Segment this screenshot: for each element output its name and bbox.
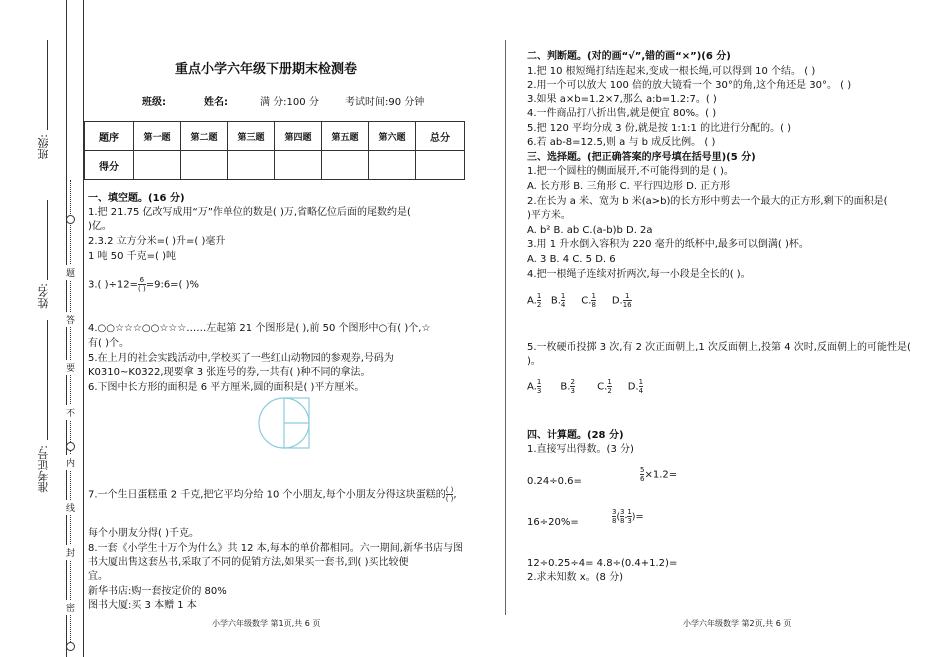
denominator: 2 [607, 387, 612, 395]
numerator: 1 [627, 508, 632, 516]
choice-2-cont: )平方米。 [527, 210, 571, 221]
fraction [607, 378, 611, 395]
table-header-cell: 第一题 [134, 122, 181, 151]
page-footer-left: 小学六年级数学 第1页,共 6 页 [212, 619, 321, 628]
fraction [561, 292, 565, 309]
score-cell[interactable] [181, 151, 228, 180]
judge-1: 1.把 10 根短绳打结连起来,变成一根长绳,可以得到 10 个结。 ( ) [527, 66, 816, 77]
seal-char: 内 [66, 455, 75, 470]
judge-5: 5.把 120 平均分成 3 份,就是按 1:1:1 的比进行分配的。( ) [527, 123, 792, 134]
denominator: 6 [640, 475, 645, 483]
class-label: 班级: [37, 134, 50, 160]
choice-5-cont: )。 [527, 356, 541, 367]
question-1-cont: )亿。 [88, 221, 112, 232]
question-8-cont2: 宜。 [88, 571, 108, 582]
section-1-title: 一、填空题。(16 分) [88, 193, 185, 204]
name-field: 姓名: [204, 97, 228, 108]
table-header-cell: 第三题 [228, 122, 275, 151]
seal-char: 封 [66, 545, 75, 560]
question-7-text: 7.一个生日蛋糕重 2 千克,把它平均分给 10 个小朋友,每个小朋友分得这块蛋糕的 [88, 489, 446, 501]
option-label: B. [560, 381, 571, 393]
denominator: 2 [536, 301, 542, 309]
class-blank [47, 40, 48, 130]
question-7-cont: 每个小朋友分得( )千克。 [88, 528, 199, 539]
question-3 [88, 276, 199, 293]
option-label: A. [527, 295, 537, 307]
choice-1: 1.把一个圆柱的侧面展开,不可能得到的是 ( )。 [527, 166, 734, 177]
question-2: 2.3.2 立方分米=( )升=( )毫升 [88, 236, 226, 247]
numerator: 1 [536, 292, 542, 300]
fraction [138, 276, 146, 293]
question-7: 7.一个生日蛋糕重 2 千克,把它平均分给 10 个小朋友,每个小朋友分得这块蛋糕的 $\frac{( )}{( )}$ , [88, 486, 457, 503]
seal-char: 线 [66, 500, 75, 515]
page-footer-right: 小学六年级数学 第2页,共 6 页 [683, 619, 792, 628]
option-label: D. [627, 381, 639, 393]
numerator: 1 [624, 292, 630, 300]
question-2-cont: 1 吨 50 千克=( )吨 [88, 251, 176, 262]
choice-4: 4.把一根绳子连续对折两次,每一小段是全长的( )。 [527, 269, 751, 280]
choice-1-options: A. 长方形 B. 三角形 C. 平行四边形 D. 正方形 [527, 181, 731, 192]
table-header-cell: 第五题 [322, 122, 369, 151]
choice-2: 2.在长为 a 米、宽为 b 米(a>b)的长方形中剪去一个最大的正方形,剩下的面积是( [527, 196, 888, 207]
calc-d: $\frac{3}{8}$ ( $\frac{3}{8}$ - $\frac{1}{3}$ )= [612, 508, 644, 525]
denominator: 4 [638, 387, 644, 395]
table-header-cell: 第六题 [369, 122, 416, 151]
choice-3: 3.用 1 升水倒入容积为 220 毫升的纸杯中,最多可以倒满( )杯。 [527, 239, 809, 250]
score-cell[interactable] [416, 151, 465, 180]
question-4: 4.○○☆☆☆○○☆☆☆……左起第 21 个图形是( ),前 50 个图形中○有( )个,☆ [88, 323, 431, 334]
calc-b [640, 466, 677, 483]
numerator: 1 [591, 292, 596, 300]
score-table-row [85, 151, 465, 180]
calc-d-post: = [635, 511, 644, 523]
denominator: ( ) [138, 285, 146, 293]
fraction [570, 378, 574, 395]
numerator: ( ) [445, 486, 454, 494]
seal-char: 要 [66, 360, 75, 375]
denominator: 8 [612, 517, 617, 525]
judge-4: 4.一件商品打八折出售,就是便宜 80%。( ) [527, 108, 717, 119]
exam-time: 考试时间:90 分钟 [345, 97, 425, 108]
denominator: 3 [627, 517, 632, 525]
fraction [537, 378, 541, 395]
seal-char: 题 [66, 265, 75, 280]
calc-2-title: 2.求未知数 x。(8 分) [527, 572, 623, 583]
option-label: C. [597, 381, 608, 393]
numerator: 1 [607, 378, 612, 386]
class-field: 班级: [142, 97, 166, 108]
name-label: 姓名: [37, 283, 50, 309]
question-8-option-a: 新华书店:购一套按定价的 80% [88, 586, 227, 597]
fraction [537, 292, 541, 309]
judge-3: 3.如果 a×b=1.2×7,那么 a:b=1.2:7。( ) [527, 94, 717, 105]
score-cell[interactable] [369, 151, 416, 180]
score-cell[interactable] [322, 151, 369, 180]
calc-c: 16÷20%= [527, 517, 579, 528]
table-header-cell: 总分 [416, 122, 465, 151]
numerator: 3 [619, 508, 625, 516]
numerator: 3 [612, 508, 617, 516]
numerator: 5 [640, 466, 645, 474]
table-row-label: 得分 [85, 151, 134, 180]
option-label: C. [581, 295, 592, 307]
score-table-header-row [85, 122, 465, 151]
seal-char: 答 [66, 312, 75, 327]
seal-char: 不 [66, 405, 75, 420]
question-3-pre: 3.( )÷12= [88, 279, 139, 291]
score-cell[interactable] [228, 151, 275, 180]
question-8-cont: 书大厦出售这套丛书,采取了不同的促销方法,如果买一套书,到( )买比较便 [88, 557, 409, 568]
denominator: 8 [619, 517, 625, 525]
numerator: 1 [560, 292, 566, 300]
score-table [84, 121, 465, 180]
seal-circle [66, 442, 75, 451]
calc-1-title: 1.直接写出得数。(3 分) [527, 444, 634, 455]
column-divider [505, 40, 506, 615]
option-label: D. [611, 295, 623, 307]
judge-2: 2.用一个可以放大 100 倍的放大镜看一个 30°的角,这个角还是 30°。 ( ) [527, 80, 852, 91]
exam-no-blank [47, 320, 48, 440]
section-3-title: 三、选择题。(把正确答案的序号填在括号里)(5 分) [527, 152, 756, 163]
numerator: 6 [139, 276, 145, 284]
section-4-title: 四、计算题。(28 分) [527, 430, 624, 441]
option-label: A. [527, 381, 537, 393]
choice-2-options: A. b² B. ab C.(a-b)b D. 2a [527, 225, 653, 236]
denominator: ( ) [445, 495, 454, 503]
table-header-cell: 第二题 [181, 122, 228, 151]
numerator: 2 [570, 378, 575, 386]
denominator: 8 [591, 301, 596, 309]
denominator: 16 [622, 301, 632, 309]
question-5-cont: K0310~K0322,现要拿 3 张连号的券,一共有( )种不同的拿法。 [88, 367, 371, 378]
page-title: 重点小学六年级下册期末检测卷 [175, 62, 358, 77]
numerator: 1 [638, 378, 644, 386]
choice-5-options [527, 378, 643, 395]
denominator: 3 [536, 387, 542, 395]
calc-e: 12÷0.25÷4= 4.8÷(0.4+1.2)= [527, 558, 678, 569]
numerator: 1 [536, 378, 542, 386]
denominator: 4 [560, 301, 566, 309]
exam-no-label: 准考证号: [37, 445, 50, 493]
table-header-cell: 题序 [85, 122, 134, 151]
choice-3-options: A. 3 B. 4 C. 5 D. 6 [527, 254, 616, 265]
seal-char: 密 [66, 600, 75, 615]
seal-circle [66, 215, 75, 224]
calc-a: 0.24÷0.6= [527, 476, 582, 487]
score-cell[interactable] [134, 151, 181, 180]
full-marks: 满 分:100 分 [260, 97, 319, 108]
question-3-post: =9:6=( )% [145, 279, 200, 291]
question-5: 5.在上月的社会实践活动中,学校买了一些红山动物园的参观券,号码为 [88, 353, 394, 364]
name-blank [47, 200, 48, 280]
judge-6: 6.若 ab-8=12.5,则 a 与 b 成反比例。 ( ) [527, 137, 716, 148]
question-6: 6.下图中长方形的面积是 6 平方厘米,圆的面积是( )平方厘米。 [88, 382, 365, 393]
rectangle-circle-figure [255, 396, 317, 452]
fraction [639, 378, 643, 395]
question-4-cont: 有( )个。 [88, 338, 129, 349]
fraction [591, 292, 595, 309]
fraction [623, 292, 632, 309]
option-label: B. [550, 295, 561, 307]
choice-5: 5.一枚硬币投掷 3 次,有 2 次正面朝上,1 次反面朝上,投第 4 次时,反面朝上的可能性是( [527, 342, 911, 353]
score-cell[interactable] [275, 151, 322, 180]
calc-b-post: ×1.2= [644, 469, 678, 481]
question-8-option-b: 图书大厦:买 3 本赠 1 本 [88, 600, 197, 611]
section-2-title: 二、判断题。(对的画“√”,错的画“×”)(6 分) [527, 51, 731, 62]
question-8: 8.一套《小学生十万个为什么》共 12 本,每本的单价都相同。六一期间,新华书店与图 [88, 543, 463, 554]
question-1: 1.把 21.75 亿改写成用“万”作单位的数是( )万,省略亿位后面的尾数约是( [88, 207, 411, 218]
denominator: 3 [570, 387, 575, 395]
seal-circle [66, 642, 75, 651]
choice-4-options [527, 292, 632, 309]
table-header-cell: 第四题 [275, 122, 322, 151]
